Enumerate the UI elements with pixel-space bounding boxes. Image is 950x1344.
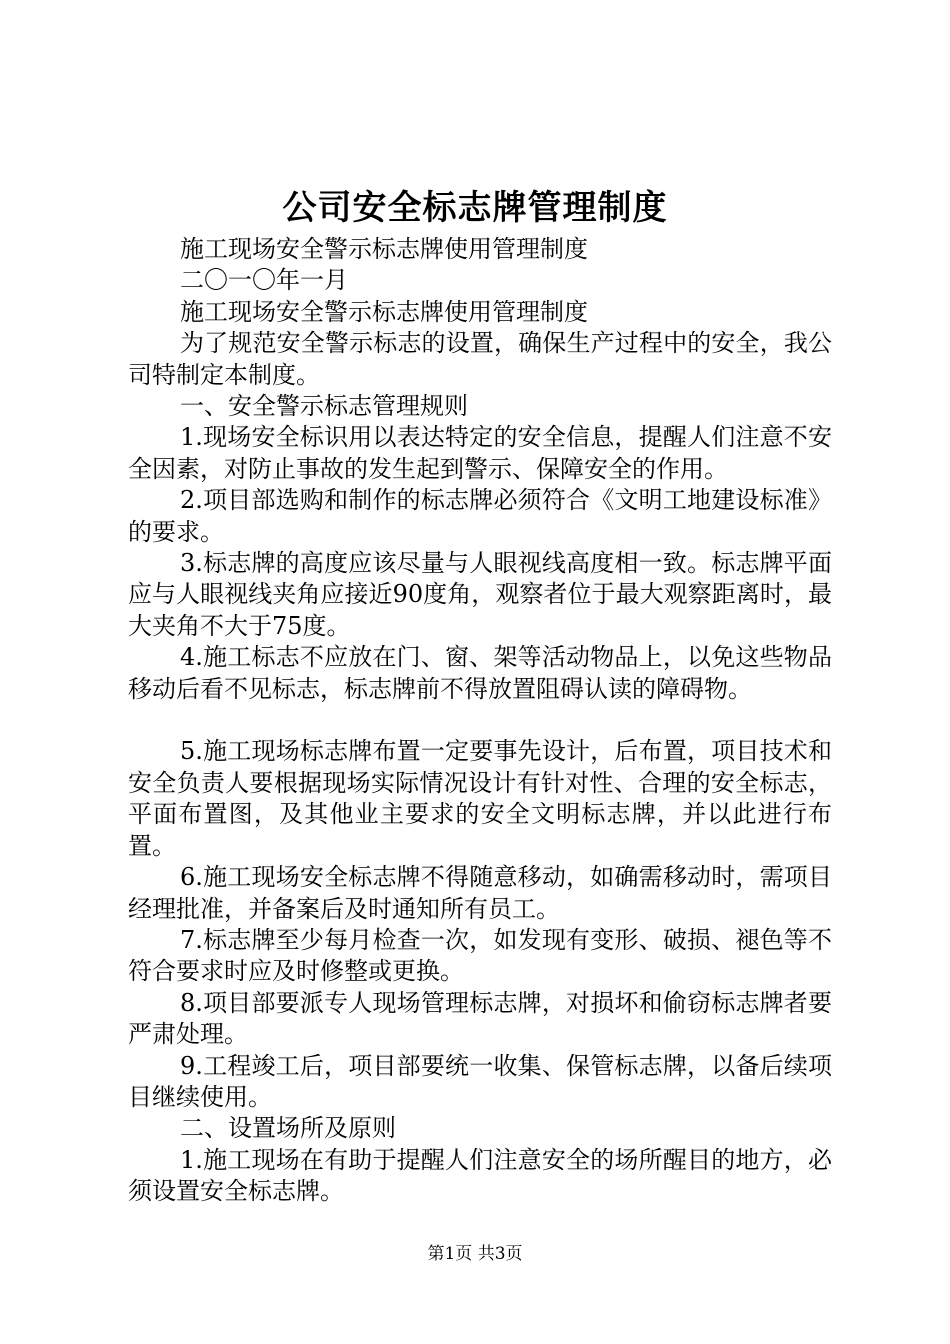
- blank-line: [128, 705, 832, 736]
- page-footer: 第1页 共3页: [427, 1244, 523, 1264]
- rule-item-6: 6.施工现场安全标志牌不得随意移动，如确需移动时，需项目经理批准，并备案后及时通知所有员工。: [128, 863, 832, 923]
- document-body: [128, 234, 832, 1208]
- paragraph-date: 二〇一〇年一月: [180, 266, 348, 295]
- rule-item-7: 7.标志牌至少每月检查一次，如发现有变形、破损、褪色等不符合要求时应及时修整或更换。: [128, 925, 832, 986]
- rule-item-2: 2.项目部选购和制作的标志牌必须符合《文明工地建设标准》的要求。: [128, 486, 832, 546]
- document-title: 公司安全标志牌管理制度: [282, 188, 668, 228]
- paragraph-subtitle: 施工现场安全警示标志牌使用管理制度: [180, 235, 588, 263]
- section-heading-1: 一、安全警示标志管理规则: [180, 392, 468, 421]
- rule-item-3: 3.标志牌的高度应该尽量与人眼视线高度相一致。标志牌平面应与人眼视线夹角应接近90度角，观察者位于最大观察距离时，最大夹角不大于75度。: [128, 549, 832, 640]
- paragraph-subtitle-repeat: 施工现场安全警示标志牌使用管理制度: [180, 297, 588, 326]
- rule-item-1: 1.现场安全标识用以表达特定的安全信息，提醒人们注意不安全因素，对防止事故的发生起到警示、保障安全的作用。: [128, 423, 832, 483]
- rule-item-4: 4.施工标志不应放在门、窗、架等活动物品上，以免这些物品移动后看不见标志，标志牌前不得放置阻碍认读的障碍物。: [128, 643, 832, 703]
- rule-item-8: 8.项目部要派专人现场管理标志牌，对损坏和偷窃标志牌者要严肃处理。: [128, 988, 832, 1049]
- paragraph-intro: 为了规范安全警示标志的设置，确保生产过程中的安全，我公司特制定本制度。: [128, 329, 832, 389]
- section-heading-2: 二、设置场所及原则: [180, 1114, 396, 1143]
- rule-item-9: 9.工程竣工后，项目部要统一收集、保管标志牌，以备后续项目继续使用。: [128, 1051, 832, 1111]
- placement-item-1: 1.施工现场在有助于提醒人们注意安全的场所醒目的地方，必须设置安全标志牌。: [128, 1145, 832, 1206]
- rule-item-5: 5.施工现场标志牌布置一定要事先设计，后布置，项目技术和安全负责人要根据现场实际情况设计有针对性、合理的安全标志，平面布置图，及其他业主要求的安全文明标志牌，并以此进行布置。: [128, 737, 832, 860]
